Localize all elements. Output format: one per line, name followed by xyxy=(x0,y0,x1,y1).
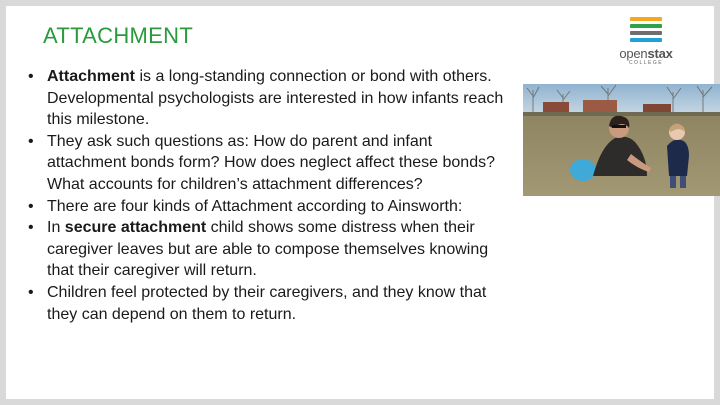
bullet-bold-term: secure attachment xyxy=(64,219,207,237)
bullet-item xyxy=(26,66,504,131)
bullet-list xyxy=(26,66,504,325)
bullet-bold-term: Attachment xyxy=(47,68,136,85)
bullet-prefix: In xyxy=(47,219,65,237)
logo-wordmark: openstax xyxy=(619,46,673,61)
logo-bar-4 xyxy=(630,38,662,42)
bullet-marker: • xyxy=(28,219,34,237)
bullet-text: is a long-standing connection or bond with others. Developmental psychologists are interested in how infants reach this milestone. xyxy=(47,68,504,129)
bullet-marker: • xyxy=(28,197,34,215)
bullet-item xyxy=(26,196,504,218)
bullet-item xyxy=(26,282,504,325)
slide xyxy=(6,6,714,399)
bullet-item xyxy=(26,131,504,196)
logo-bar-3 xyxy=(630,31,662,35)
mother-child-photo xyxy=(523,84,720,196)
bullet-marker: • xyxy=(28,68,34,85)
bullet-text: They ask such questions as: How do parent and infant attachment bonds form? How does neglect affect these bonds? What accounts for children’s attachment differences? xyxy=(47,132,495,193)
bullet-text: There are four kinds of Attachment according to Ainsworth: xyxy=(47,197,463,215)
bullet-marker: • xyxy=(28,283,34,301)
bullet-marker: • xyxy=(28,132,34,150)
openstax-logo xyxy=(610,14,682,70)
slide-title: ATTACHMENT xyxy=(43,23,194,48)
logo-bar-1 xyxy=(630,17,662,21)
bullet-text: child shows some distress when their caregiver leaves but are able to compose themselves knowing that their caregiver will return. xyxy=(47,219,489,280)
logo-bar-2 xyxy=(630,24,662,28)
logo-subtitle: COLLEGE xyxy=(628,60,664,66)
bullet-text: Children feel protected by their caregivers, and they know that they can depend on them to return. xyxy=(47,283,487,323)
photo-illustration xyxy=(523,84,720,196)
bullet-item xyxy=(26,217,504,282)
